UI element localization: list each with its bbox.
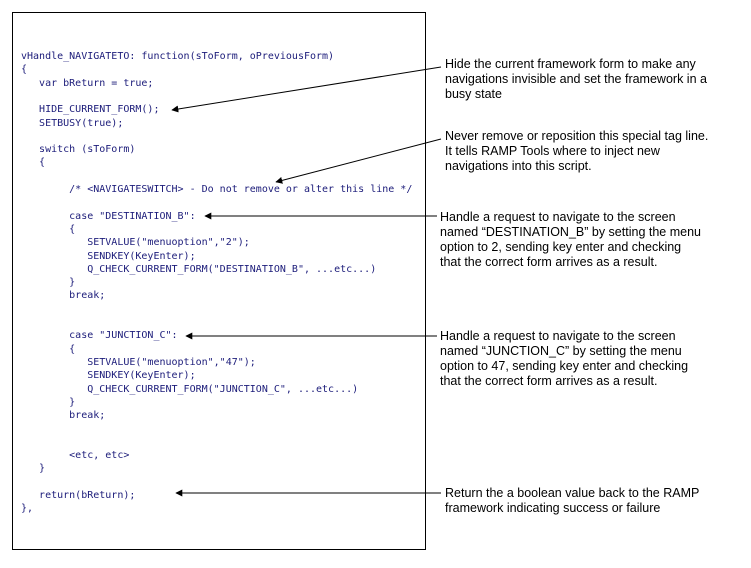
- code-line: {: [21, 223, 76, 235]
- code-line: SENDKEY(KeyEnter);: [21, 250, 196, 262]
- annotation-line: that the correct form arrives as a result.: [440, 255, 658, 269]
- annotation-line: navigations invisible and set the framework in a: [445, 72, 707, 86]
- code-line: return(bReturn);: [21, 489, 136, 501]
- code-line: }: [21, 277, 76, 289]
- code-line: },: [21, 503, 34, 515]
- annotation-line: Hide the current framework form to make any: [445, 57, 696, 71]
- arrow-navigateswitch-tag: [276, 139, 441, 182]
- code-line: SENDKEY(KeyEnter);: [21, 370, 196, 382]
- code-line: SETVALUE("menuoption","2");: [21, 237, 250, 249]
- code-line: {: [21, 64, 28, 76]
- code-line: /* <NAVIGATESWITCH> - Do not remove or alter this line */: [21, 184, 413, 195]
- code-line: switch (sToForm): [21, 144, 136, 156]
- code-line: case "DESTINATION_B":: [21, 210, 196, 222]
- code-line: SETVALUE("menuoption","47");: [21, 356, 256, 368]
- code-line: HIDE_CURRENT_FORM();: [21, 104, 160, 116]
- annotation-line: that the correct form arrives as a result.: [440, 374, 658, 388]
- code-line: break;: [21, 410, 106, 422]
- annotation-line: framework indicating success or failure: [445, 501, 661, 515]
- annotation-line: Return the a boolean value back to the RAMP: [445, 486, 700, 500]
- code-line: Q_CHECK_CURRENT_FORM("DESTINATION_B", ...etc...): [21, 263, 377, 275]
- annotation-line: Handle a request to navigate to the screen: [440, 329, 676, 343]
- annotation-line: option to 47, sending key enter and checking: [440, 359, 689, 373]
- annotation-line: option to 2, sending key enter and checking: [440, 240, 682, 254]
- code-line: {: [21, 157, 46, 169]
- annotation-line: Handle a request to navigate to the screen: [440, 210, 676, 224]
- annotation-line: Never remove or reposition this special tag line.: [445, 129, 709, 143]
- code-line: {: [21, 343, 76, 355]
- code-line: }: [21, 396, 76, 408]
- code-line: <etc, etc>: [21, 450, 130, 461]
- annotation-line: navigations into this script.: [445, 159, 592, 173]
- code-line: vHandle_NAVIGATETO: function(sToForm, oPreviousForm): [21, 51, 335, 62]
- code-line: Q_CHECK_CURRENT_FORM("JUNCTION_C", ...etc...): [21, 383, 359, 395]
- arrow-hide-current-form: [172, 67, 441, 110]
- code-line: var bReturn = true;: [21, 77, 154, 89]
- annotation-line: named “JUNCTION_C” by setting the menu: [440, 344, 682, 358]
- annotation-line: It tells RAMP Tools where to inject new: [445, 144, 660, 158]
- annotation-line: busy state: [445, 87, 502, 101]
- code-line: break;: [21, 290, 106, 302]
- code-line: case "JUNCTION_C":: [21, 330, 178, 342]
- annotation-line: named “DESTINATION_B” by setting the menu: [440, 225, 701, 239]
- code-line: }: [21, 463, 46, 475]
- code-line: SETBUSY(true);: [21, 117, 124, 129]
